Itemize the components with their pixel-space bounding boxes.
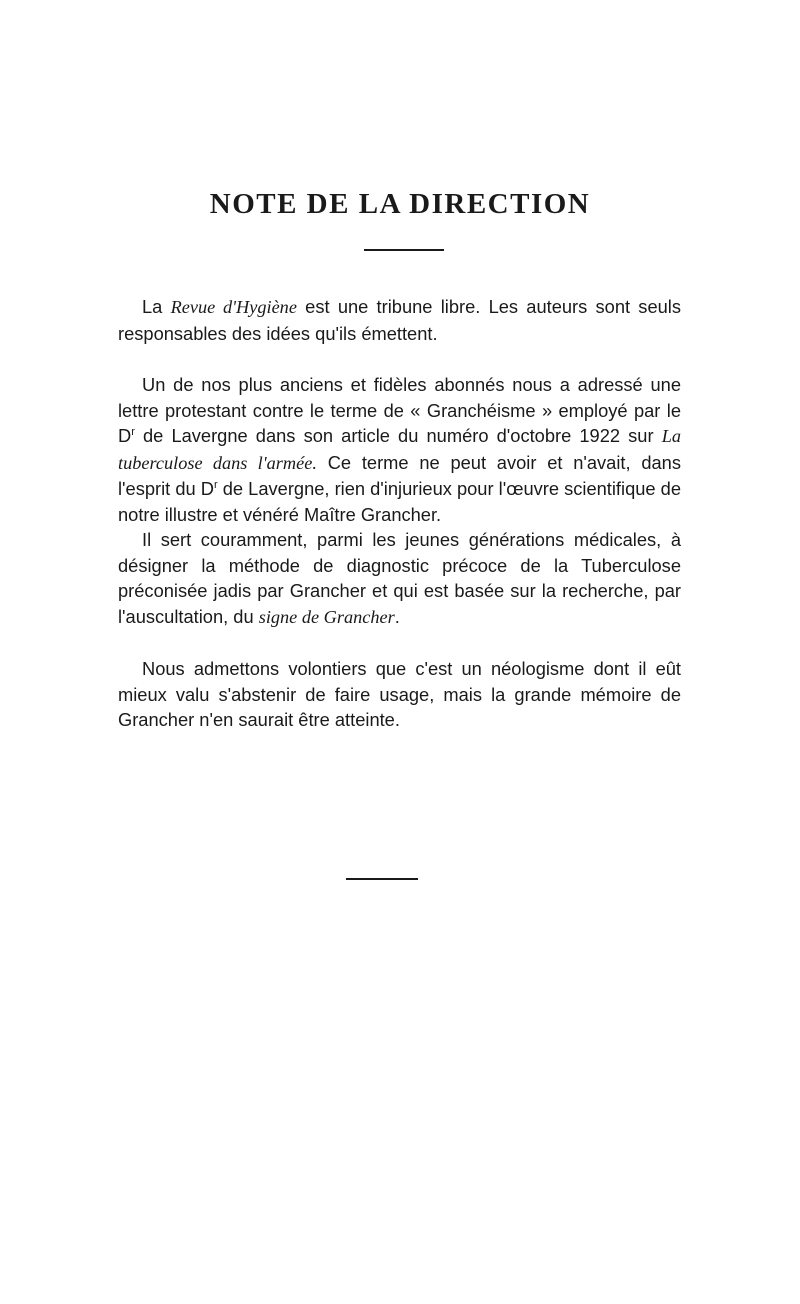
paragraph-3-text-b: . <box>394 605 400 627</box>
paragraph-3 <box>118 527 681 630</box>
sign-name: signe de Grancher <box>258 606 395 627</box>
paragraph-2-text-d: de Lavergne, rien d'injurieux pour l'œuvre scientifique de notre illustre et vénéré Maître Grancher. <box>118 478 681 525</box>
paragraph-3-text-a: Il sert couramment, parmi les jeunes générations médicales, à désigner la méthode de diagnostic précoce de la Tuberculose préconisée jadis par Grancher et qui est basée sur la recherche, par l'auscultation, du <box>118 529 681 627</box>
paragraph-4-text: Nous admettons volontiers que c'est un néologisme dont il eût mieux valu s'abstenir de faire usage, mais la grande mémoire de Grancher n'en saurait être atteinte. <box>118 658 681 730</box>
journal-title: Revue d'Hygiène <box>170 297 297 317</box>
paragraph-2 <box>118 372 681 527</box>
page-title: NOTE DE LA DIRECTION <box>209 188 591 220</box>
paragraph-4 <box>118 656 681 733</box>
note-body <box>118 294 681 733</box>
paragraph-2-text-a: Un de nos plus anciens et fidèles abonnés nous a adressé une lettre protestant contre le terme de « Granchéisme » employé par le D <box>118 374 681 446</box>
divider-bottom <box>346 878 418 880</box>
paragraph-2-text-b: de Lavergne dans son article du numéro d'octobre 1922 sur <box>134 425 662 446</box>
article-title: La tuberculose dans l'armée. <box>118 426 681 473</box>
doctor-abbrev-sup-1: r <box>131 425 135 438</box>
divider-top <box>364 249 444 251</box>
paragraph-1-text-a: La <box>142 296 171 317</box>
paragraph-1 <box>118 294 681 346</box>
doctor-abbrev-sup-2: r <box>213 478 218 491</box>
paragraph-2-text-c: Ce terme ne peut avoir et n'avait, dans l'esprit du D <box>118 451 681 499</box>
paragraph-1-text-b: est une tribune libre. Les auteurs sont seuls responsables des idées qu'ils émettent. <box>118 296 681 344</box>
